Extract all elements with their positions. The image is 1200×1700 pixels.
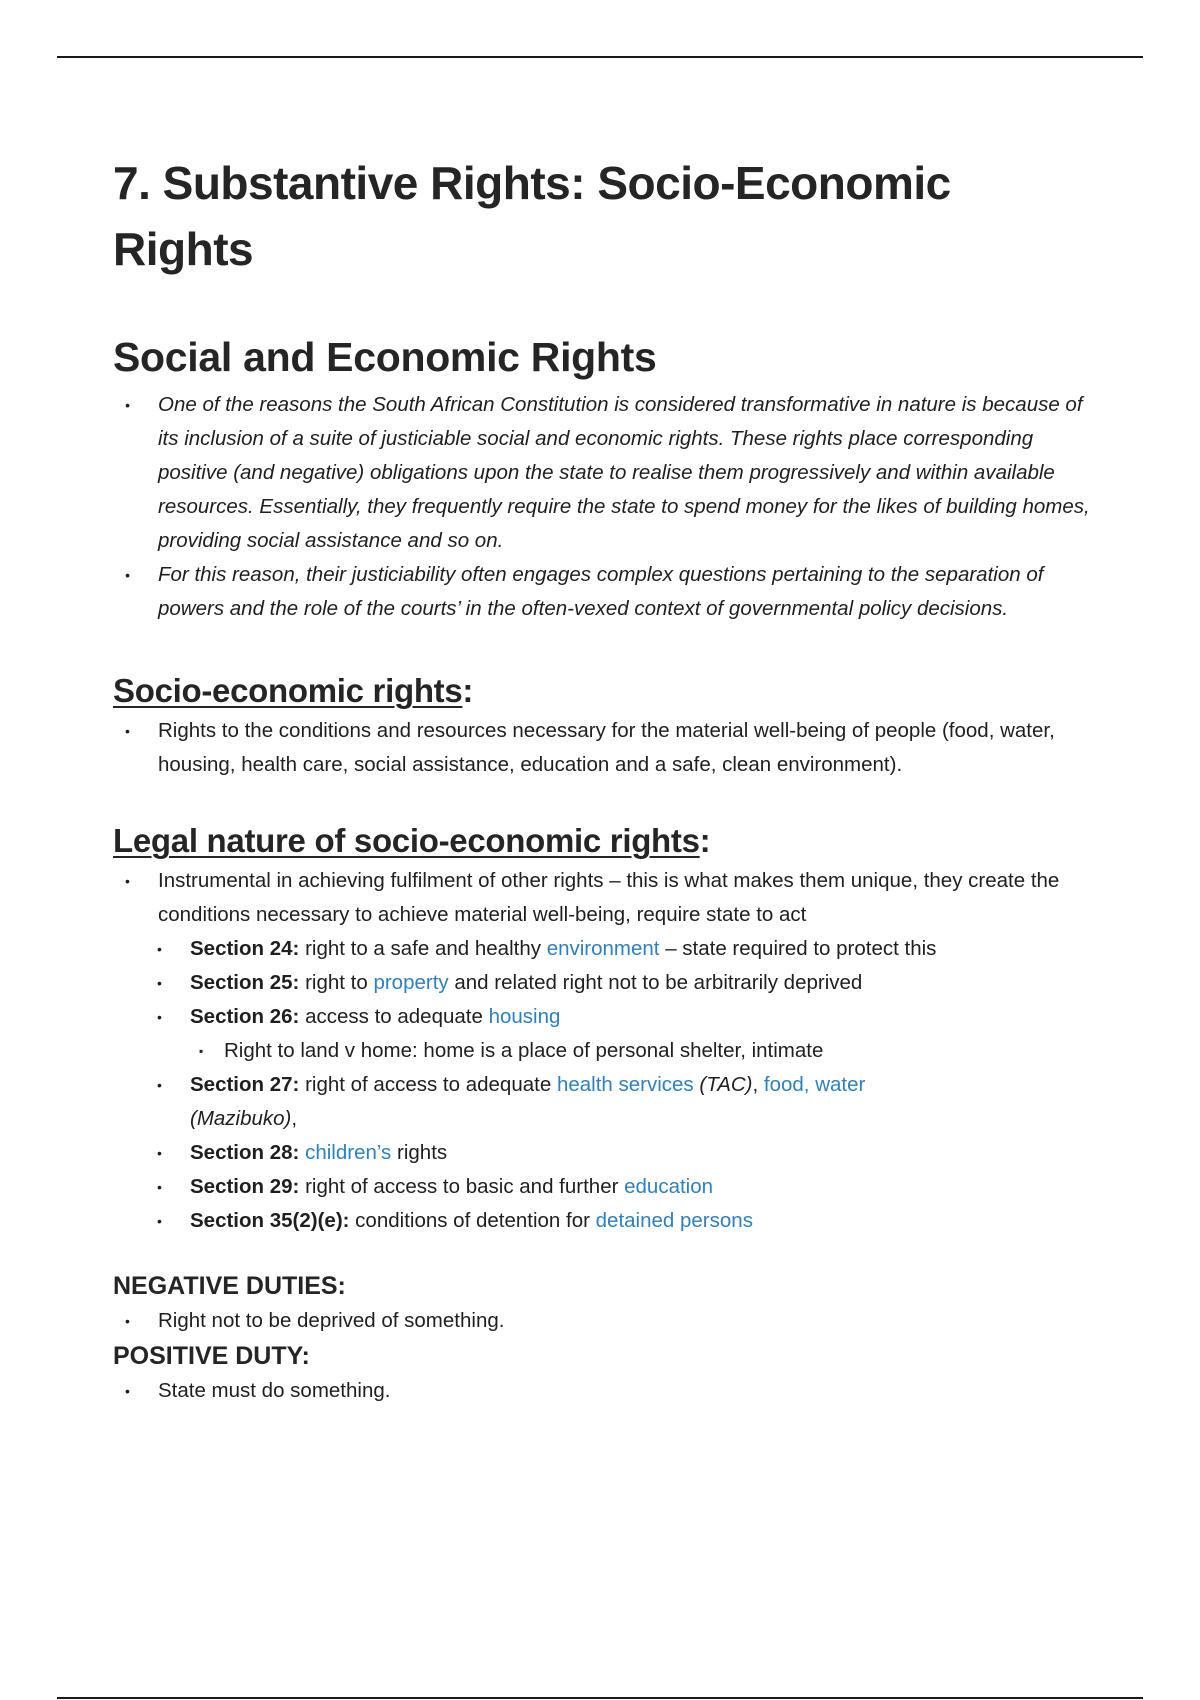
childrens-link[interactable]: children’s	[305, 1141, 392, 1164]
socio-economic-list	[113, 714, 1103, 782]
section-35-item: • Section 35(2)(e): conditions of detention for detained persons	[113, 1204, 1103, 1238]
environment-link[interactable]: environment	[546, 937, 660, 960]
heading-colon: :	[699, 822, 711, 859]
bottom-rule	[57, 1697, 1143, 1699]
section-29-item: • Section 29: right of access to basic and further education	[113, 1170, 1103, 1204]
section-25-item: • Section 25: right to property and related right not to be arbitrarily deprived	[113, 966, 1103, 1000]
legal-nature-list	[113, 864, 1103, 1238]
heading-text: Legal nature of socio-economic rights	[113, 822, 700, 859]
housing-link[interactable]: housing	[488, 1005, 561, 1028]
top-rule	[57, 56, 1143, 58]
section-24-item: • Section 24: right to a safe and healthy environment – state required to protect this	[113, 932, 1103, 966]
section-26-subitem: ▪ Right to land v home: home is a place of personal shelter, intimate	[113, 1034, 1103, 1068]
education-link[interactable]: education	[624, 1175, 714, 1198]
list-item: • Right not to be deprived of something.	[113, 1304, 1103, 1338]
social-economic-list	[113, 388, 1103, 626]
heading-colon: :	[462, 672, 474, 709]
section-28-item: • Section 28: children’s rights	[113, 1136, 1103, 1170]
list-item: • One of the reasons the South African Constitution is considered transformative in nature is because of its inclusion of a suite of justiciable social and economic rights. These rights place corresponding positive (and negative) obligations upon the state to realise them progressively and within available resources. Essentially, they frequently require the state to spend money for the likes of building homes, providing social assistance and so on.	[113, 388, 1103, 558]
section-26-item: • Section 26: access to adequate housing	[113, 1000, 1103, 1034]
positive-duty-heading: POSITIVE DUTY:	[113, 1342, 310, 1370]
section-heading-social-economic: Social and Economic Rights	[113, 334, 657, 380]
food-water-link[interactable]: food, water	[763, 1073, 866, 1096]
document-page	[113, 150, 1103, 1408]
negative-duties-heading: NEGATIVE DUTIES:	[113, 1272, 346, 1300]
detained-persons-link[interactable]: detained persons	[595, 1209, 753, 1232]
health-services-link[interactable]: health services	[556, 1073, 694, 1096]
list-item: • State must do something.	[113, 1374, 1103, 1408]
property-link[interactable]: property	[373, 971, 449, 994]
list-item: • For this reason, their justiciability often engages complex questions pertaining to the separation of powers and the role of the courts’ in the often-vexed context of governmental policy decisions.	[113, 558, 1103, 626]
heading-text: Socio-economic rights	[113, 672, 463, 709]
list-item: • Rights to the conditions and resources necessary for the material well-being of people (food, water, housing, health care, social assistance, education and a safe, clean environment).	[113, 714, 1103, 782]
negative-duties-list	[113, 1304, 1103, 1338]
section-heading-socio-economic	[113, 668, 1103, 714]
positive-duty-list	[113, 1374, 1103, 1408]
section-heading-legal-nature	[113, 818, 1103, 864]
page-title: 7. Substantive Rights: Socio-Economic Rights	[113, 157, 951, 275]
list-item: • Instrumental in achieving fulfilment of other rights – this is what makes them unique, they create the conditions necessary to achieve material well-being, require state to act	[113, 864, 1103, 932]
section-27-item: • Section 27: right of access to adequate health services (TAC), food, water (Mazibuko),	[113, 1068, 1103, 1136]
